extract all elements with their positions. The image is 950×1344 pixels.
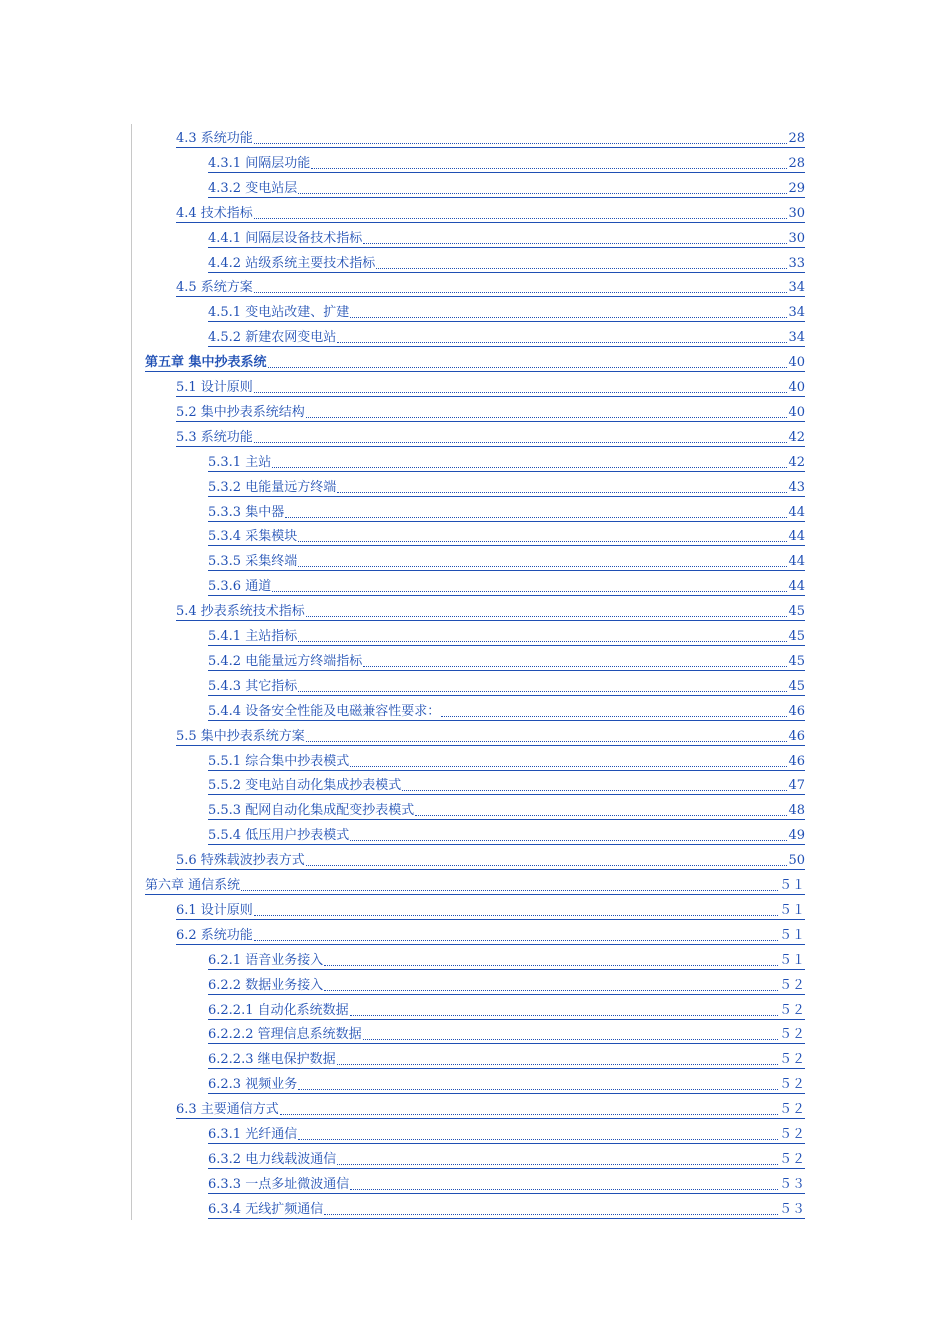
toc-entry-title: 5.5.3 配网自动化集成配变抄表模式	[208, 803, 415, 819]
toc-dot-leader	[415, 814, 787, 816]
toc-entry-page-number: 29	[788, 180, 805, 196]
toc-dot-leader	[337, 341, 787, 343]
toc-entry-page-number: ５１	[778, 927, 805, 943]
toc-entry[interactable]	[176, 598, 805, 621]
toc-dot-leader	[254, 291, 788, 293]
toc-dot-leader	[311, 167, 787, 169]
toc-entry-page-number: 34	[788, 305, 805, 321]
toc-entry[interactable]	[208, 623, 805, 646]
toc-entry[interactable]	[176, 200, 805, 223]
toc-dot-leader	[280, 1113, 778, 1115]
toc-entry-title: 4.3.1 间隔层功能	[208, 155, 311, 171]
toc-entry-title: 6.1 设计原则	[176, 902, 253, 918]
toc-entry-page-number: ５２	[778, 1002, 805, 1018]
toc-entry-title: 4.3 系统功能	[176, 131, 253, 146]
toc-entry[interactable]	[208, 822, 805, 845]
toc-dot-leader	[337, 1163, 778, 1165]
toc-entry-page-number: 45	[788, 653, 805, 669]
toc-entry-page-number: 47	[788, 778, 805, 794]
toc-dot-leader	[306, 740, 788, 742]
toc-dot-leader	[337, 1063, 778, 1065]
toc-entry[interactable]	[145, 872, 805, 895]
toc-entry-title: 5.5 集中抄表系统方案	[176, 728, 305, 744]
toc-entry-page-number: 40	[788, 380, 805, 395]
toc-dot-leader	[268, 366, 788, 368]
toc-dot-leader	[363, 1038, 778, 1040]
toc-dot-leader	[298, 540, 787, 542]
toc-entry[interactable]	[208, 797, 805, 820]
toc-entry-page-number: ５１	[778, 902, 805, 918]
toc-dot-leader	[254, 939, 778, 941]
toc-dot-leader	[306, 864, 788, 866]
toc-entry-page-number: ５２	[778, 1077, 805, 1093]
toc-entry-page-number: 33	[788, 255, 805, 271]
toc-entry[interactable]	[208, 150, 805, 173]
toc-entry-page-number: 50	[788, 853, 805, 869]
toc-dot-leader	[306, 615, 788, 617]
toc-dot-leader	[350, 1014, 778, 1016]
toc-entry-title: 4.5.2 新建农网变电站	[208, 330, 337, 346]
toc-dot-leader	[324, 1213, 778, 1215]
toc-entry-title: 6.3.1 光纤通信	[208, 1127, 298, 1142]
toc-dot-leader	[254, 217, 788, 219]
toc-entry-title: 5.3.3 集中器	[208, 504, 285, 520]
toc-entry-title: 第五章 集中抄表系统	[145, 355, 267, 371]
toc-entry-page-number: 49	[788, 828, 805, 844]
toc-dot-leader	[402, 789, 787, 791]
toc-entry[interactable]	[208, 573, 805, 596]
toc-entry-page-number: 28	[788, 155, 805, 171]
toc-entry[interactable]	[208, 698, 805, 721]
toc-dot-leader	[285, 516, 787, 518]
toc-dot-leader	[241, 889, 778, 891]
toc-entry-page-number: 45	[788, 629, 805, 644]
toc-entry-title: 5.3.1 主站	[208, 454, 272, 470]
toc-entry[interactable]	[208, 324, 805, 347]
toc-entry[interactable]	[208, 1071, 805, 1094]
toc-dot-leader	[298, 1088, 778, 1090]
toc-entry-title: 6.3.4 无线扩频通信	[208, 1201, 324, 1217]
toc-entry[interactable]	[208, 474, 805, 497]
toc-entry-title: 5.4.2 电能量远方终端指标	[208, 653, 363, 669]
toc-entry-page-number: 48	[788, 803, 805, 819]
toc-dot-leader	[272, 466, 787, 468]
toc-entry-title: 6.2 系统功能	[176, 927, 253, 943]
toc-entry[interactable]	[176, 897, 805, 920]
toc-dot-leader	[272, 590, 787, 592]
toc-dot-leader	[324, 989, 778, 991]
toc-entry-title: 6.2.2.2 管理信息系统数据	[208, 1027, 362, 1043]
toc-entry[interactable]	[208, 548, 805, 571]
toc-dot-leader	[254, 914, 778, 916]
toc-entry[interactable]	[208, 947, 805, 970]
toc-entry-title: 4.4.1 间隔层设备技术指标	[208, 230, 363, 246]
toc-dot-leader	[350, 316, 787, 318]
toc-entry[interactable]	[176, 922, 805, 945]
toc-entry-page-number: 34	[788, 330, 805, 346]
toc-entry-page-number: 44	[788, 554, 805, 570]
toc-entry[interactable]	[208, 1146, 805, 1169]
toc-entry-title: 5.1 设计原则	[176, 380, 253, 395]
toc-entry-page-number: 46	[788, 703, 805, 719]
toc-dot-leader	[254, 142, 788, 144]
toc-entry-title: 4.5 系统方案	[176, 280, 253, 296]
toc-entry-page-number: 28	[788, 131, 805, 146]
toc-entry[interactable]	[208, 250, 805, 273]
toc-entry-title: 6.2.1 语音业务接入	[208, 952, 324, 968]
toc-entry-page-number: 42	[788, 454, 805, 470]
toc-entry-title: 5.3.5 采集终端	[208, 554, 298, 570]
toc-entry[interactable]	[176, 374, 805, 397]
toc-dot-leader	[350, 839, 787, 841]
toc-entry-title: 6.2.3 视频业务	[208, 1077, 298, 1093]
toc-entry-title: 4.5.1 变电站改建、扩建	[208, 305, 350, 321]
toc-entry[interactable]	[208, 1171, 805, 1194]
toc-entry-page-number: ５１	[778, 878, 805, 893]
toc-entry-page-number: 44	[788, 504, 805, 520]
toc-dot-leader	[441, 715, 787, 717]
toc-entry[interactable]	[208, 499, 805, 522]
toc-entry[interactable]	[208, 673, 805, 696]
toc-entry-page-number: ５２	[778, 1102, 805, 1118]
toc-entry[interactable]	[176, 723, 805, 746]
toc-entry-title: 5.4.1 主站指标	[208, 629, 298, 644]
toc-dot-leader	[254, 441, 788, 443]
toc-dot-leader	[298, 192, 787, 194]
toc-entry-title: 5.3.2 电能量远方终端	[208, 479, 337, 495]
toc-entry-page-number: ５２	[778, 977, 805, 993]
toc-entry-title: 5.6 特殊载波抄表方式	[176, 853, 305, 869]
toc-entry-title: 5.5.1 综合集中抄表模式	[208, 753, 350, 769]
toc-entry[interactable]	[208, 748, 805, 771]
toc-dot-leader	[376, 267, 787, 269]
toc-entry-page-number: 30	[788, 205, 805, 221]
toc-entry-title: 5.3.4 采集模块	[208, 529, 298, 545]
toc-entry-page-number: ５３	[778, 1176, 805, 1192]
toc-dot-leader	[298, 640, 787, 642]
toc-entry[interactable]	[145, 349, 805, 372]
toc-entry-title: 第六章 通信系统	[145, 878, 241, 893]
toc-dot-leader	[298, 690, 787, 692]
toc-entry-title: 6.3.2 电力线载波通信	[208, 1151, 337, 1167]
toc-entry-page-number: ５１	[778, 952, 805, 968]
toc-entry-title: 5.5.2 变电站自动化集成抄表模式	[208, 778, 402, 794]
toc-entry[interactable]	[208, 449, 805, 472]
toc-dot-leader	[337, 491, 787, 493]
toc-dot-leader	[363, 242, 787, 244]
toc-entry-title: 5.3.6 通道	[208, 579, 272, 595]
toc-entry-title: 5.2 集中抄表系统结构	[176, 404, 305, 420]
toc-entry[interactable]	[208, 299, 805, 322]
toc-entry-page-number: ５２	[778, 1027, 805, 1043]
toc-entry-title: 4.4.2 站级系统主要技术指标	[208, 255, 376, 271]
toc-entry-page-number: 45	[788, 604, 805, 620]
toc-entry[interactable]	[208, 972, 805, 995]
toc-dot-leader	[306, 416, 788, 418]
toc-entry[interactable]	[208, 1121, 805, 1144]
toc-entry-title: 6.3.3 一点多址微波通信	[208, 1176, 350, 1192]
toc-entry-page-number: ５２	[778, 1127, 805, 1142]
toc-entry[interactable]	[208, 1046, 805, 1069]
toc-entry[interactable]	[208, 225, 805, 248]
toc-entry-page-number: 44	[788, 529, 805, 545]
toc-entry-title: 6.2.2.3 继电保护数据	[208, 1052, 336, 1068]
toc-entry-title: 4.3.2 变电站层	[208, 180, 298, 196]
toc-entry-page-number: ５２	[778, 1151, 805, 1167]
toc-entry-page-number: 40	[788, 404, 805, 420]
toc-entry[interactable]	[176, 125, 805, 148]
toc-entry[interactable]	[208, 1196, 805, 1219]
toc-entry[interactable]	[176, 847, 805, 870]
toc-entry[interactable]	[208, 997, 805, 1020]
toc-dot-leader	[363, 665, 787, 667]
toc-entry-page-number: 46	[788, 728, 805, 744]
toc-entry-title: 6.2.2.1 自动化系统数据	[208, 1002, 349, 1018]
toc-entry-page-number: 30	[788, 230, 805, 246]
toc-entry-title: 5.4 抄表系统技术指标	[176, 604, 305, 620]
toc-entry-page-number: 40	[788, 355, 805, 371]
toc-entry-page-number: 46	[788, 753, 805, 769]
toc-entry-page-number: 45	[788, 678, 805, 694]
page-margin-line	[131, 124, 132, 1220]
toc-entry[interactable]	[176, 274, 805, 297]
toc-entry-page-number: ５３	[778, 1201, 805, 1217]
toc-entry-title: 4.4 技术指标	[176, 205, 253, 221]
toc-entry[interactable]	[208, 648, 805, 671]
toc-entry-page-number: 34	[788, 280, 805, 296]
toc-entry[interactable]	[208, 523, 805, 546]
toc-entry-page-number: 44	[788, 579, 805, 595]
toc-entry-page-number: 42	[788, 429, 805, 445]
toc-entry-title: 5.4.3 其它指标	[208, 678, 298, 694]
toc-entry[interactable]	[176, 1096, 805, 1119]
toc-entry[interactable]	[208, 772, 805, 795]
toc-entry-title: 6.3 主要通信方式	[176, 1102, 279, 1118]
toc-entry-title: 5.3 系统功能	[176, 429, 253, 445]
toc-entry[interactable]	[208, 175, 805, 198]
toc-entry-page-number: 43	[788, 479, 805, 495]
toc-dot-leader	[350, 1188, 778, 1190]
toc-entry-title: 5.4.4 设备安全性能及电磁兼容性要求：	[208, 703, 441, 719]
toc-dot-leader	[350, 765, 787, 767]
toc-entry-page-number: ５２	[778, 1052, 805, 1068]
toc-dot-leader	[298, 565, 787, 567]
toc-entry[interactable]	[176, 399, 805, 422]
toc-entry-title: 6.2.2 数据业务接入	[208, 977, 324, 993]
toc-dot-leader	[254, 391, 788, 393]
toc-entry-title: 5.5.4 低压用户抄表模式	[208, 828, 350, 844]
toc-dot-leader	[324, 964, 778, 966]
toc-entry[interactable]	[176, 424, 805, 447]
toc-entry[interactable]	[208, 1021, 805, 1044]
toc-dot-leader	[298, 1138, 778, 1140]
